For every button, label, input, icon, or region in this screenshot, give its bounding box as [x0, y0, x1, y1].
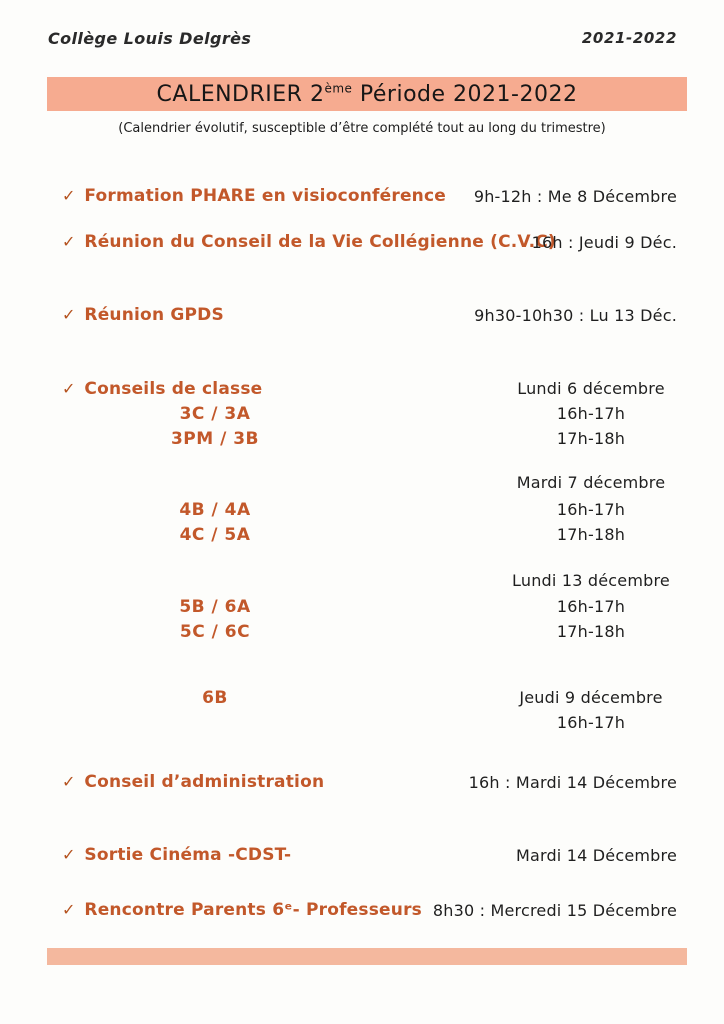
schedule-classes: 4C / 5A [179, 525, 251, 545]
schedule-date: Jeudi 9 décembre [519, 688, 663, 707]
schedule-classes: 3PM / 3B [170, 429, 260, 449]
event-row-reunion-gpds [62, 305, 677, 327]
check-icon: ✓ [62, 379, 76, 398]
event-when: 9h30-10h30 : Lu 13 Déc. [474, 306, 677, 325]
schedule-date: Lundi 13 décembre [512, 571, 670, 590]
title-banner [47, 77, 687, 111]
event-label: Réunion du Conseil de la Vie Collégienne (C.V.C) [84, 232, 556, 252]
event-when: 16h : Jeudi 9 Déc. [531, 233, 677, 252]
schedule-row [0, 473, 724, 495]
schedule-date: Lundi 6 décembre [517, 379, 665, 398]
event-label: Réunion GPDS [84, 305, 224, 325]
page-title-superscript: ème [324, 81, 353, 96]
event-row-sortie-cinema [62, 845, 677, 867]
schedule-row [0, 622, 724, 644]
event-label: Conseils de classe [84, 379, 263, 399]
event-when: 8h30 : Mercredi 15 Décembre [432, 901, 677, 920]
check-icon: ✓ [62, 305, 76, 324]
event-when: 16h : Mardi 14 Décembre [468, 773, 677, 792]
schedule-row [0, 429, 724, 451]
event-row-rencontre-parents [62, 900, 677, 922]
schedule-classes: 4B / 4A [179, 500, 251, 520]
school-name: Collège Louis Delgrès [48, 29, 252, 48]
school-year: 2021-2022 [581, 29, 677, 47]
check-icon: ✓ [62, 900, 76, 919]
check-icon: ✓ [62, 232, 76, 251]
event-row-reunion-cvc [62, 232, 677, 254]
schedule-classes: 6B [202, 688, 228, 708]
check-icon: ✓ [62, 186, 76, 205]
schedule-date: Mardi 7 décembre [516, 473, 666, 492]
schedule-time: 16h-17h [556, 713, 626, 732]
schedule-time: 16h-17h [556, 404, 626, 423]
event-row-conseil-administration [62, 772, 677, 794]
bottom-banner [47, 948, 687, 965]
schedule-row [0, 597, 724, 619]
schedule-row [0, 404, 724, 426]
event-when: Mardi 14 Décembre [515, 846, 677, 865]
schedule-classes: 5B / 6A [179, 597, 251, 617]
schedule-classes: 3C / 3A [179, 404, 251, 424]
schedule-time: 17h-18h [556, 429, 626, 448]
page-title [157, 82, 578, 107]
schedule-row [0, 713, 724, 735]
check-icon: ✓ [62, 772, 76, 791]
schedule-time: 16h-17h [556, 500, 626, 519]
schedule-row [0, 525, 724, 547]
check-icon: ✓ [62, 845, 76, 864]
event-label: Conseil d’administration [84, 772, 325, 792]
event-row-formation-phare [62, 186, 677, 208]
page-title-post: Période 2021-2022 [352, 81, 578, 107]
schedule-row [0, 500, 724, 522]
event-label: Rencontre Parents 6ᵉ- Professeurs [84, 900, 422, 920]
subtitle-note: (Calendrier évolutif, susceptible d’être complété tout au long du trimestre) [118, 121, 606, 136]
schedule-time: 17h-18h [556, 525, 626, 544]
schedule-row [0, 571, 724, 593]
page-title-pre: CALENDRIER 2 [156, 81, 325, 107]
schedule-time: 16h-17h [556, 597, 626, 616]
event-label: Formation PHARE en visioconférence [84, 186, 446, 206]
schedule-row [0, 688, 724, 710]
event-label: Sortie Cinéma -CDST- [84, 845, 292, 865]
schedule-classes: 5C / 6C [179, 622, 251, 642]
event-when: 9h-12h : Me 8 Décembre [473, 187, 677, 206]
schedule-row [0, 379, 724, 401]
schedule-time: 17h-18h [556, 622, 626, 641]
